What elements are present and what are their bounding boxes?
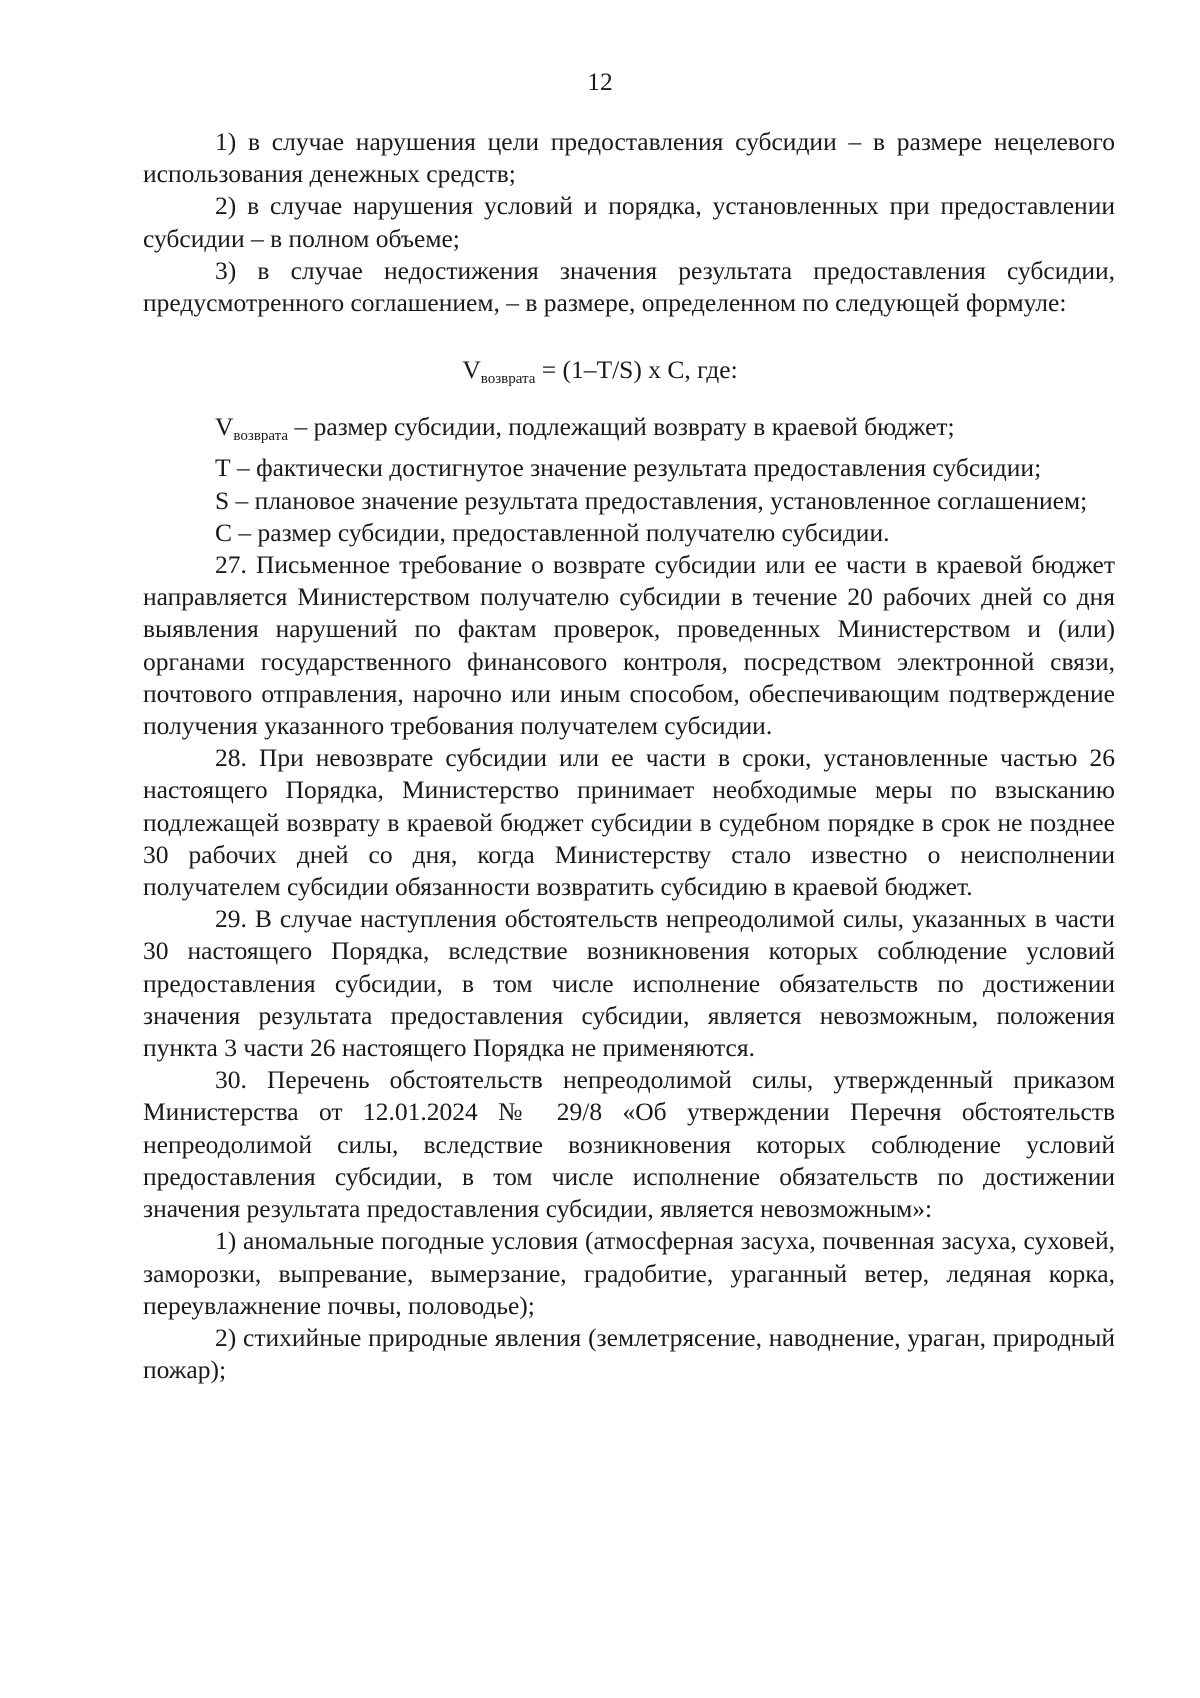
- paragraph-1: 1) в случае нарушения цели предоставления субсидии – в размере нецелевого использования денежных средств;: [143, 127, 1115, 189]
- page-number: 12: [587, 67, 613, 96]
- legend-v-symbol: V: [215, 412, 234, 442]
- legend-v: [143, 411, 1115, 452]
- formula-expression: = (1–T/S) x C, где:: [535, 355, 738, 384]
- legend-t: Т – фактически достигнутое значение результата предоставления субсидии;: [215, 453, 1042, 483]
- document-body: [143, 126, 1115, 1386]
- formula-subscript: возврата: [480, 371, 536, 387]
- list-item-2: 2) стихийные природные явления (землетрясение, наводнение, ураган, природный пожар);: [143, 1322, 1115, 1385]
- list-item-1: 1) аномальные погодные условия (атмосферная засуха, почвенная засуха, суховей, заморозки, выпревание, вымерзание, градобитие, ураганный ветер, ледяная корка, переувлажнение почвы, половодье);: [143, 1226, 1115, 1320]
- paragraph-27: 27. Письменное требование о возврате субсидии или ее части в краевой бюджет направляется Министерством получателю субсидии в течение 20 рабочих дней со дня выявления нарушений по фактам проверок, проведенных Министерством и (или) органами государственного финансового контроля, посредством электронной связи, почтового отправления, нарочно или иным способом, обеспечивающим подтверждение получения указанного требования получателем субсидии.: [143, 550, 1115, 741]
- formula: [0, 354, 1200, 395]
- legend-s: S – плановое значение результата предоставления, установленное соглашением;: [215, 485, 1088, 515]
- formula-symbol: V: [462, 355, 481, 384]
- paragraph-30: 30. Перечень обстоятельств непреодолимой силы, утвержденный приказом Министерства от 12.01.2024 № 29/8 «Об утверждении Перечня обстоятельств непреодолимой силы, вследствие возникновения которых соблюдение условий предоставления субсидии, в том числе исполнение обязательств по достижении значения результата предоставления субсидии, является невозможным»:: [143, 1065, 1115, 1224]
- legend-c: С – размер субсидии, предоставленной получателю субсидии.: [215, 517, 890, 547]
- paragraph-29: 29. В случае наступления обстоятельств непреодолимой силы, указанных в части 30 настоящего Порядка, вследствие возникновения которых соблюдение условий предоставления субсидии, в том числе исполнение обязательств по достижении значения результата предоставления субсидии, является невозможным, положения пункта 3 части 26 настоящего Порядка не применяются.: [143, 904, 1115, 1063]
- paragraph-2: 2) в случае нарушения условий и порядка, установленных при предоставлении субсидии – в полном объеме;: [143, 191, 1115, 253]
- paragraph-3: 3) в случае недостижения значения результата предоставления субсидии, предусмотренного соглашением, – в размере, определенном по следующей формуле:: [143, 255, 1115, 318]
- legend-v-text: – размер субсидии, подлежащий возврату в краевой бюджет;: [288, 412, 955, 442]
- paragraph-28: 28. При невозврате субсидии или ее части в сроки, установленные частью 26 настоящего Порядка, Министерство принимает необходимые меры по взысканию подлежащей возврату в краевой бюджет субсидии в судебном порядке в срок не позднее 30 рабочих дней со дня, когда Министерству стало известно о неисполнении получателем субсидии обязанности возвратить субсидию в краевой бюджет.: [143, 743, 1115, 902]
- legend-v-subscript: возврата: [233, 428, 289, 445]
